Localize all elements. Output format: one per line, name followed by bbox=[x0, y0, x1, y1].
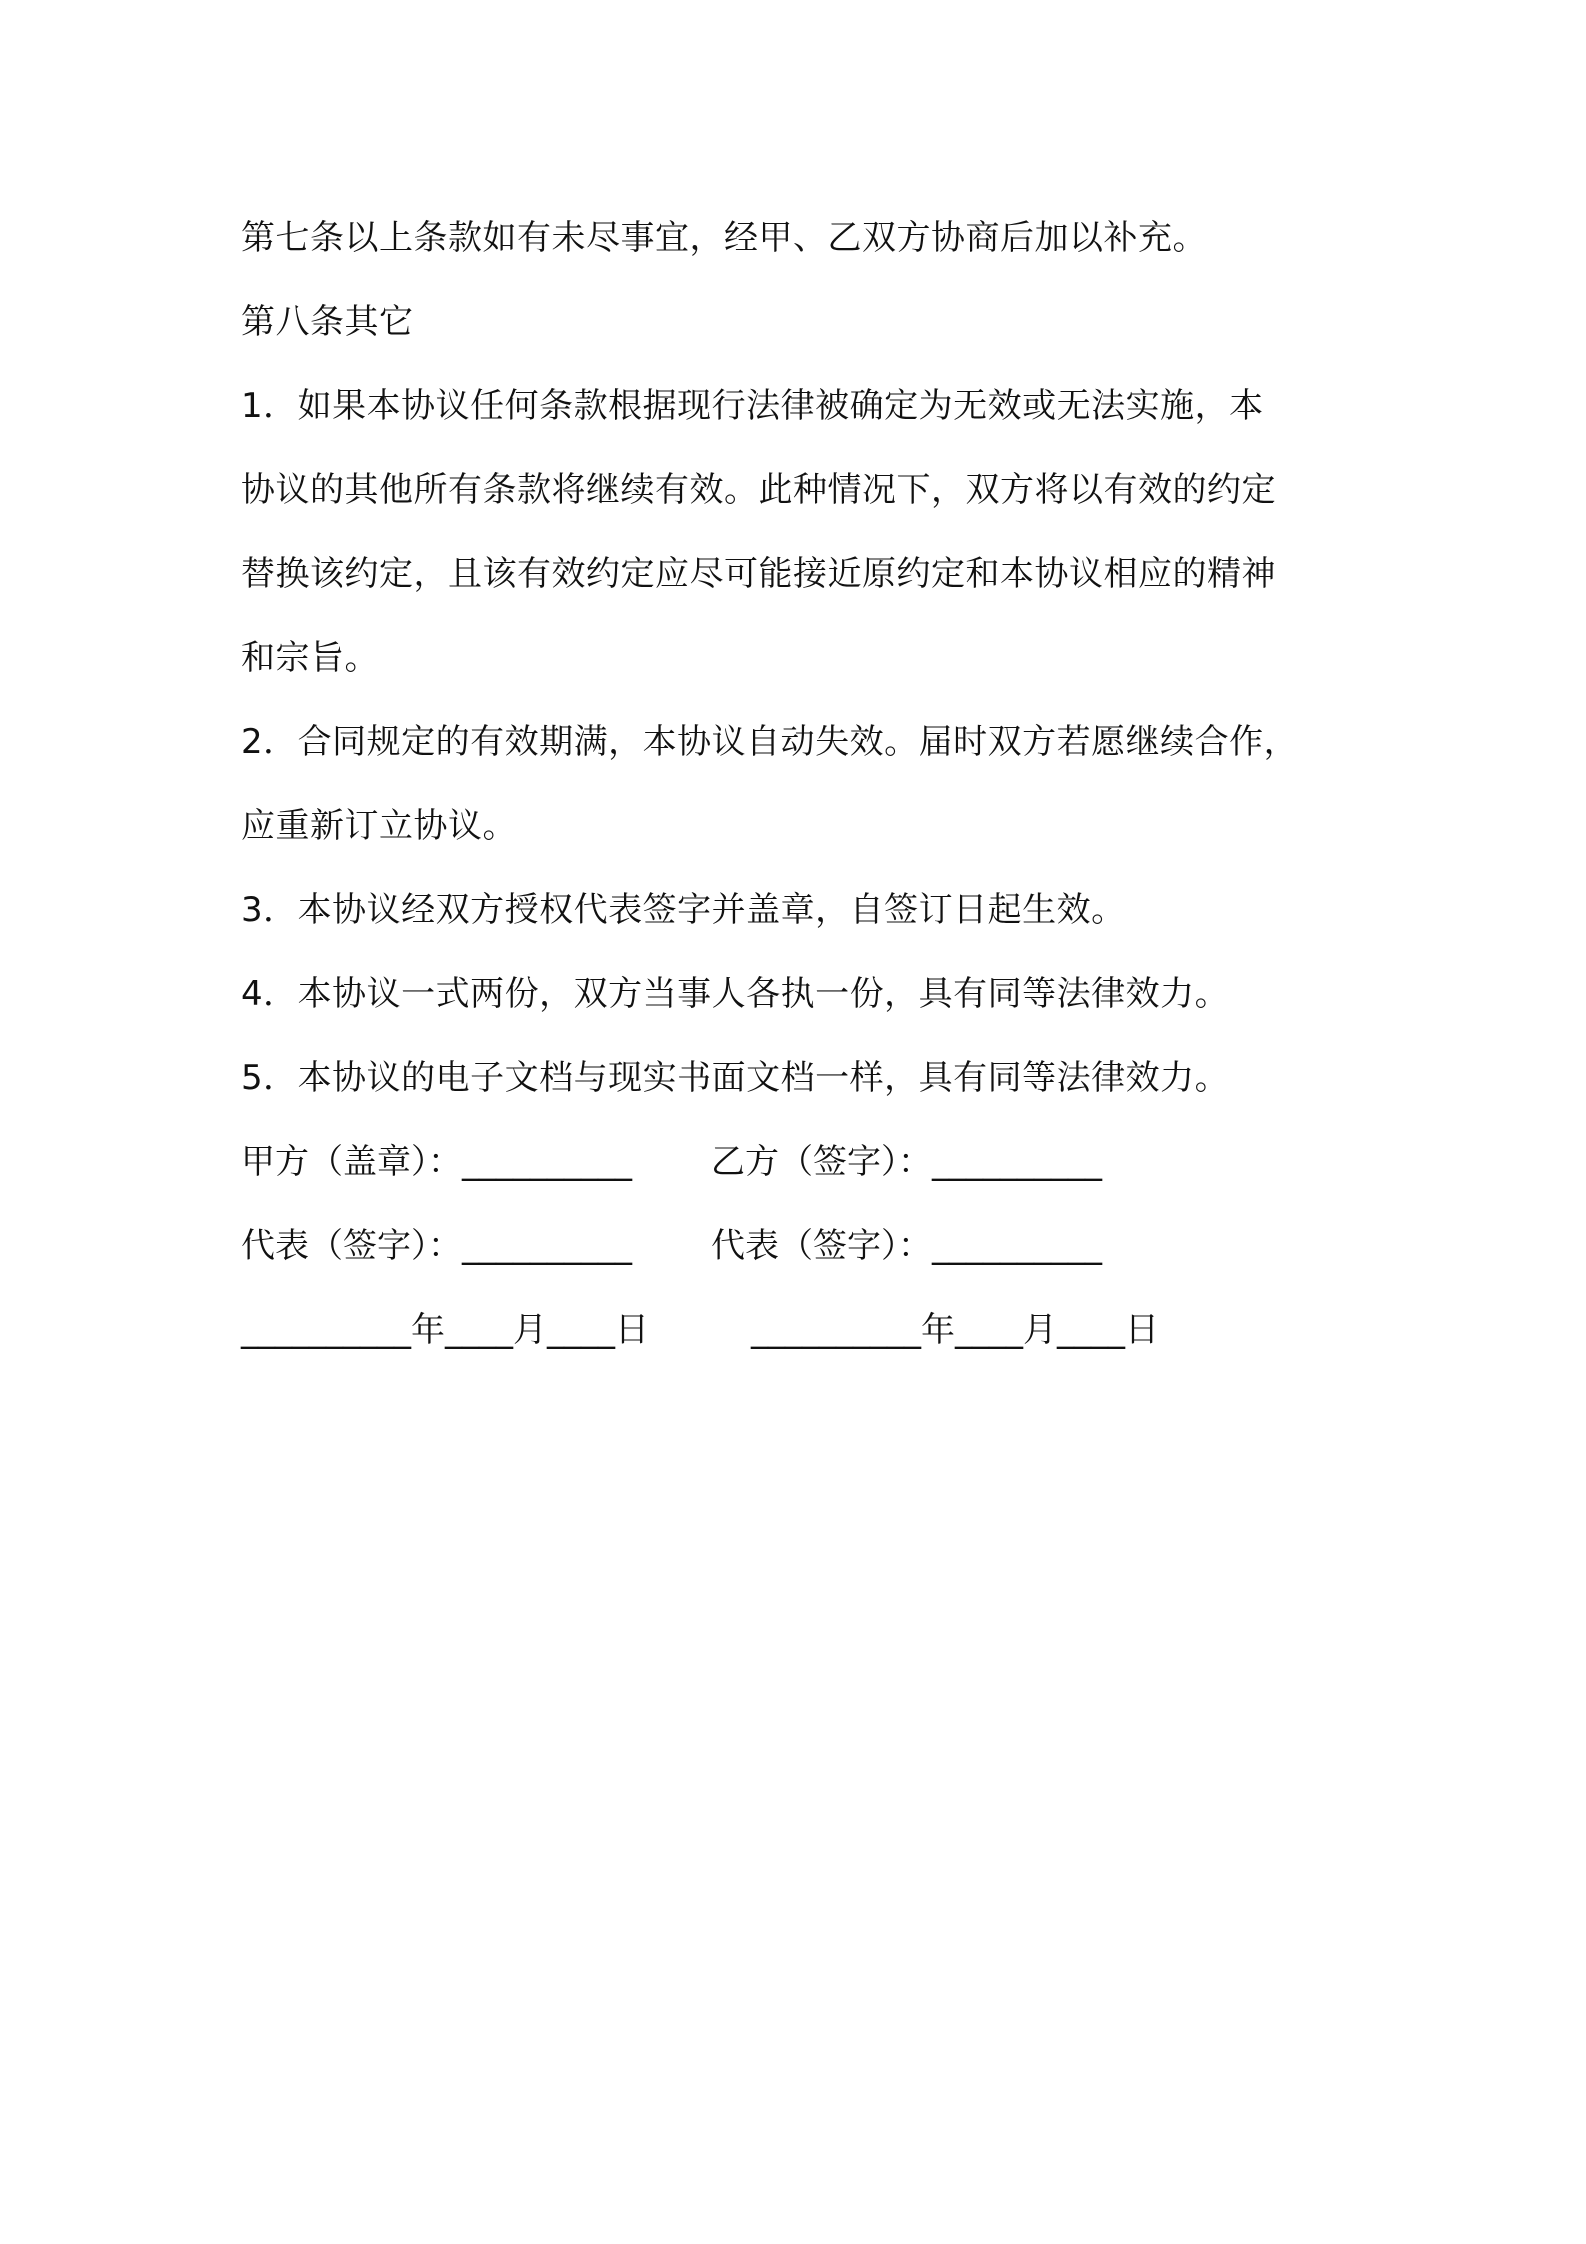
clause-3: 3．本协议经双方授权代表签字并盖章，自签订日起生效。 bbox=[241, 890, 1126, 930]
party-b-sign-field[interactable]: 乙方（签字）：__________ bbox=[711, 1142, 1102, 1182]
clause-1-line-4: 和宗旨。 bbox=[241, 638, 379, 678]
article-7: 第七条以上条款如有未尽事宜，经甲、乙双方协商后加以补充。 bbox=[241, 218, 1207, 258]
article-8-title: 第八条其它 bbox=[241, 302, 414, 342]
clause-2-line-2: 应重新订立协议。 bbox=[241, 806, 517, 846]
document-body bbox=[241, 196, 1361, 1372]
clause-1-line-2: 协议的其他所有条款将继续有效。此种情况下，双方将以有效的约定 bbox=[241, 470, 1276, 510]
party-a-seal-field[interactable]: 甲方（盖章）：__________ bbox=[241, 1142, 632, 1182]
rep-a-sign-field[interactable]: 代表（签字）：__________ bbox=[241, 1226, 632, 1266]
signature-row-representatives bbox=[241, 1204, 1361, 1288]
clause-1-line-1: 1．如果本协议任何条款根据现行法律被确定为无效或无法实施，本 bbox=[241, 386, 1264, 426]
clause-2-line-1: 2．合同规定的有效期满，本协议自动失效。届时双方若愿继续合作， bbox=[241, 722, 1299, 762]
clause-1-line-3: 替换该约定，且该有效约定应尽可能接近原约定和本协议相应的精神 bbox=[241, 554, 1276, 594]
signature-row-parties bbox=[241, 1120, 1361, 1204]
date-a-field[interactable]: __________年____月____日 bbox=[241, 1310, 649, 1350]
signature-row-dates bbox=[241, 1288, 1361, 1372]
date-b-field[interactable]: __________年____月____日 bbox=[751, 1310, 1159, 1350]
rep-b-sign-field[interactable]: 代表（签字）：__________ bbox=[711, 1226, 1102, 1266]
clause-4: 4．本协议一式两份，双方当事人各执一份，具有同等法律效力。 bbox=[241, 974, 1230, 1014]
clause-5: 5．本协议的电子文档与现实书面文档一样，具有同等法律效力。 bbox=[241, 1058, 1230, 1098]
